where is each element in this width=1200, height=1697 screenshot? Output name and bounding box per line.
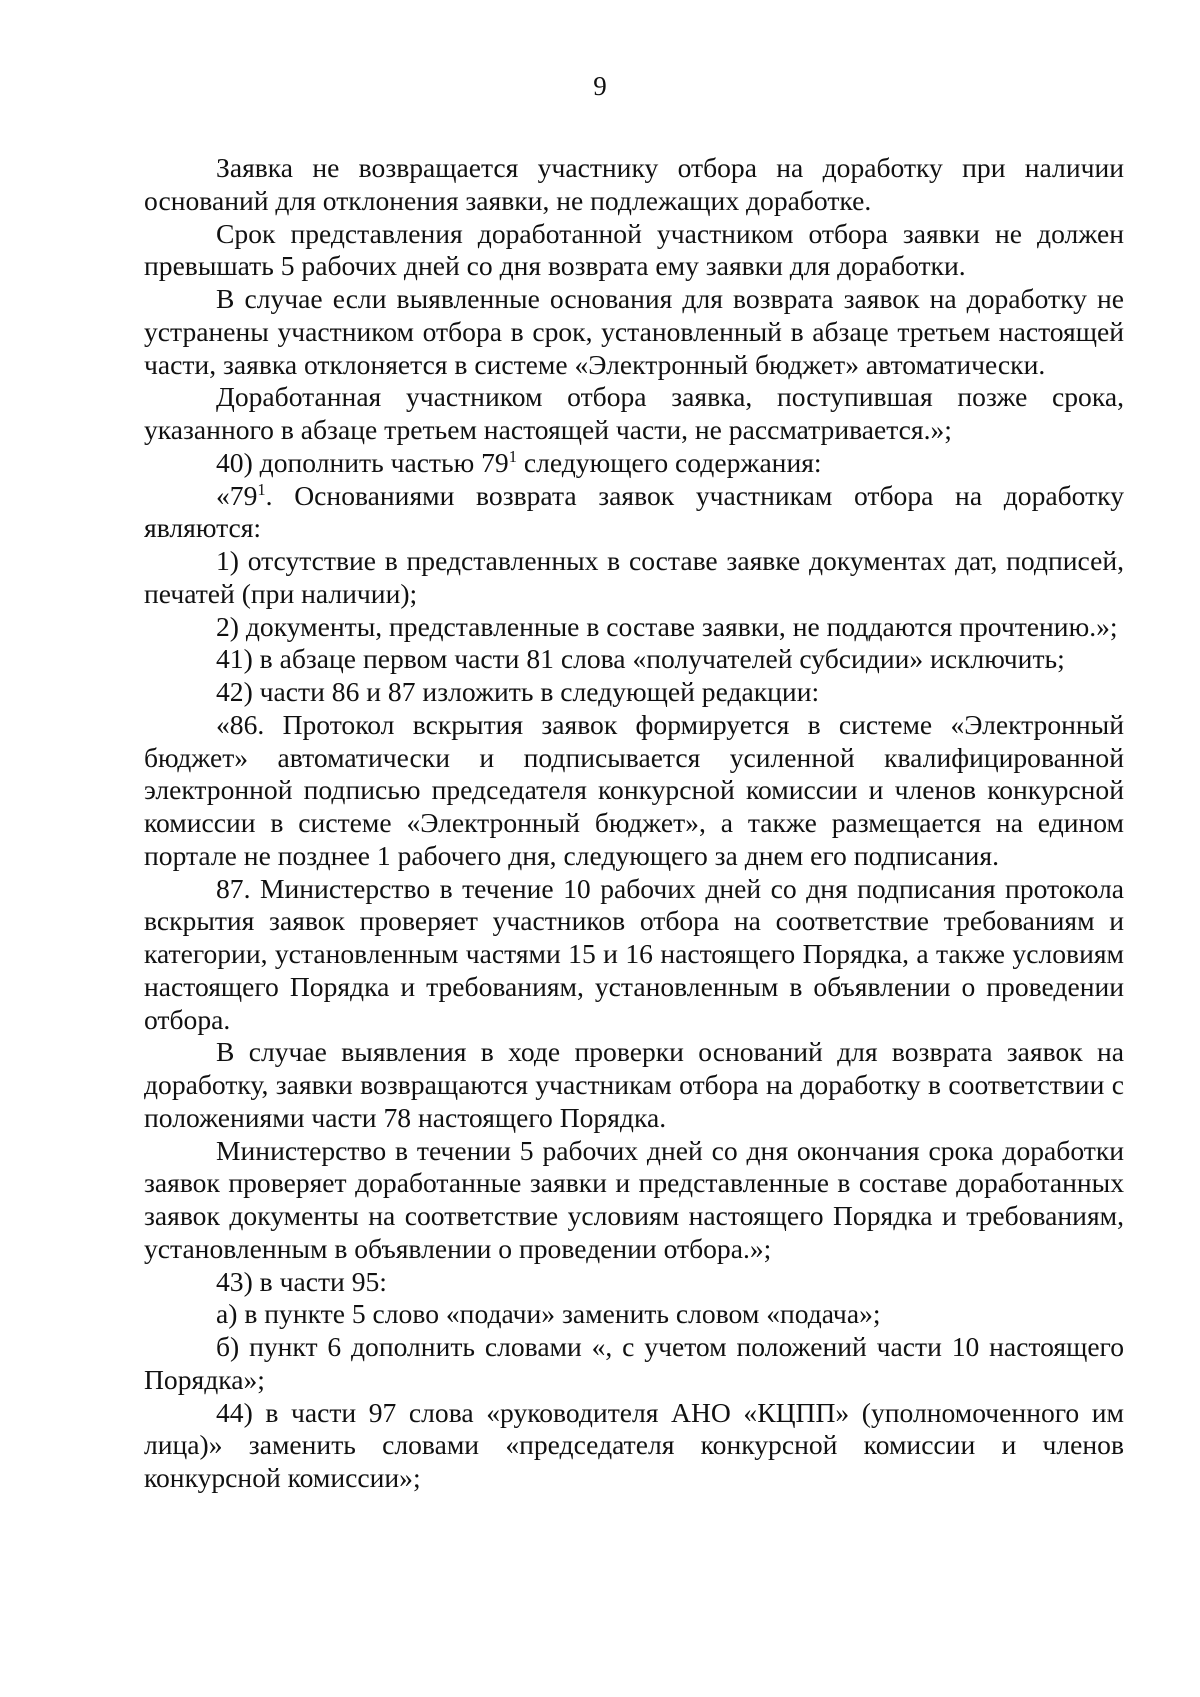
- superscript: 1: [508, 446, 517, 466]
- paragraph: б) пункт 6 дополнить словами «, с учетом положений части 10 настоящего Порядка»;: [144, 1331, 1124, 1395]
- paragraph: Доработанная участником отбора заявка, поступившая позже срока, указанного в абзаце третьем настоящей части, не рассматривается.»;: [144, 381, 1124, 445]
- paragraph: 1) отсутствие в представленных в составе заявке документах дат, подписей, печатей (при наличии);: [144, 545, 1124, 609]
- paragraph: Заявка не возвращается участнику отбора на доработку при наличии оснований для отклонения заявки, не подлежащих доработке.: [144, 152, 1124, 216]
- paragraph: Министерство в течении 5 рабочих дней со дня окончания срока доработки заявок проверяет доработанные заявки и представленные в составе доработанных заявок документы на соответствие условиям настоящего Порядка и требованиям, установленным в объявлении о проведении отбора.»;: [144, 1134, 1124, 1264]
- superscript: 1: [257, 479, 266, 499]
- paragraph: 43) в части 95:: [216, 1265, 387, 1297]
- paragraph: 87. Министерство в течение 10 рабочих дней со дня подписания протокола вскрытия заявок проверяет участников отбора на соответствие требованиям и категории, установленным частями 15 и 16 настоящего Порядка, а также условиям настоящего Порядка и требованиям, установленным в объявлении о проведении отбора.: [144, 872, 1124, 1035]
- paragraph-text: 40) дополнить частью 79: [216, 446, 509, 478]
- page-number: 9: [593, 71, 607, 101]
- paragraph: 44) в части 97 слова «руководителя АНО «КЦПП» (уполномоченного им лица)» заменить словами «председателя конкурсной комиссии и членов конкурсной комиссии»;: [144, 1396, 1124, 1493]
- paragraph: 2) документы, представленные в составе заявки, не поддаются прочтению.»;: [216, 610, 1118, 642]
- paragraph: а) в пункте 5 слово «подачи» заменить словом «подача»;: [216, 1298, 881, 1330]
- paragraph: 41) в абзаце первом части 81 слова «получателей субсидии» исключить;: [216, 643, 1065, 675]
- paragraph: В случае если выявленные основания для возврата заявок на доработку не устранены участником отбора в срок, установленный в абзаце третьем настоящей части, заявка отклоняется в системе «Электронный бюджет» автоматически.: [144, 283, 1124, 380]
- paragraph-text: «79: [216, 479, 258, 511]
- document-body: [144, 152, 1124, 1495]
- paragraph: [144, 480, 1124, 546]
- paragraph-text: . Основаниями возврата заявок участникам отбора на доработку являются:: [144, 479, 1124, 544]
- paragraph: 42) части 86 и 87 изложить в следующей редакции:: [216, 676, 820, 707]
- paragraph: «86. Протокол вскрытия заявок формируется в системе «Электронный бюджет» автоматически и подписывается усиленной квалифицированной электронной подписью председателя конкурсной комиссии и членов конкурсной комиссии в системе «Электронный бюджет», а также размещается на едином портале не позднее 1 рабочего дня, следующего за днем его подписания.: [144, 708, 1124, 871]
- paragraph: В случае выявления в ходе проверки оснований для возврата заявок на доработку, заявки возвращаются участникам отбора на доработку в соответствии с положениями части 78 настоящего Порядка.: [144, 1036, 1124, 1133]
- paragraph: [144, 447, 1124, 480]
- paragraph-text: следующего содержания:: [516, 446, 822, 478]
- paragraph: Срок представления доработанной участником отбора заявки не должен превышать 5 рабочих дней со дня возврата ему заявки для доработки.: [144, 217, 1124, 282]
